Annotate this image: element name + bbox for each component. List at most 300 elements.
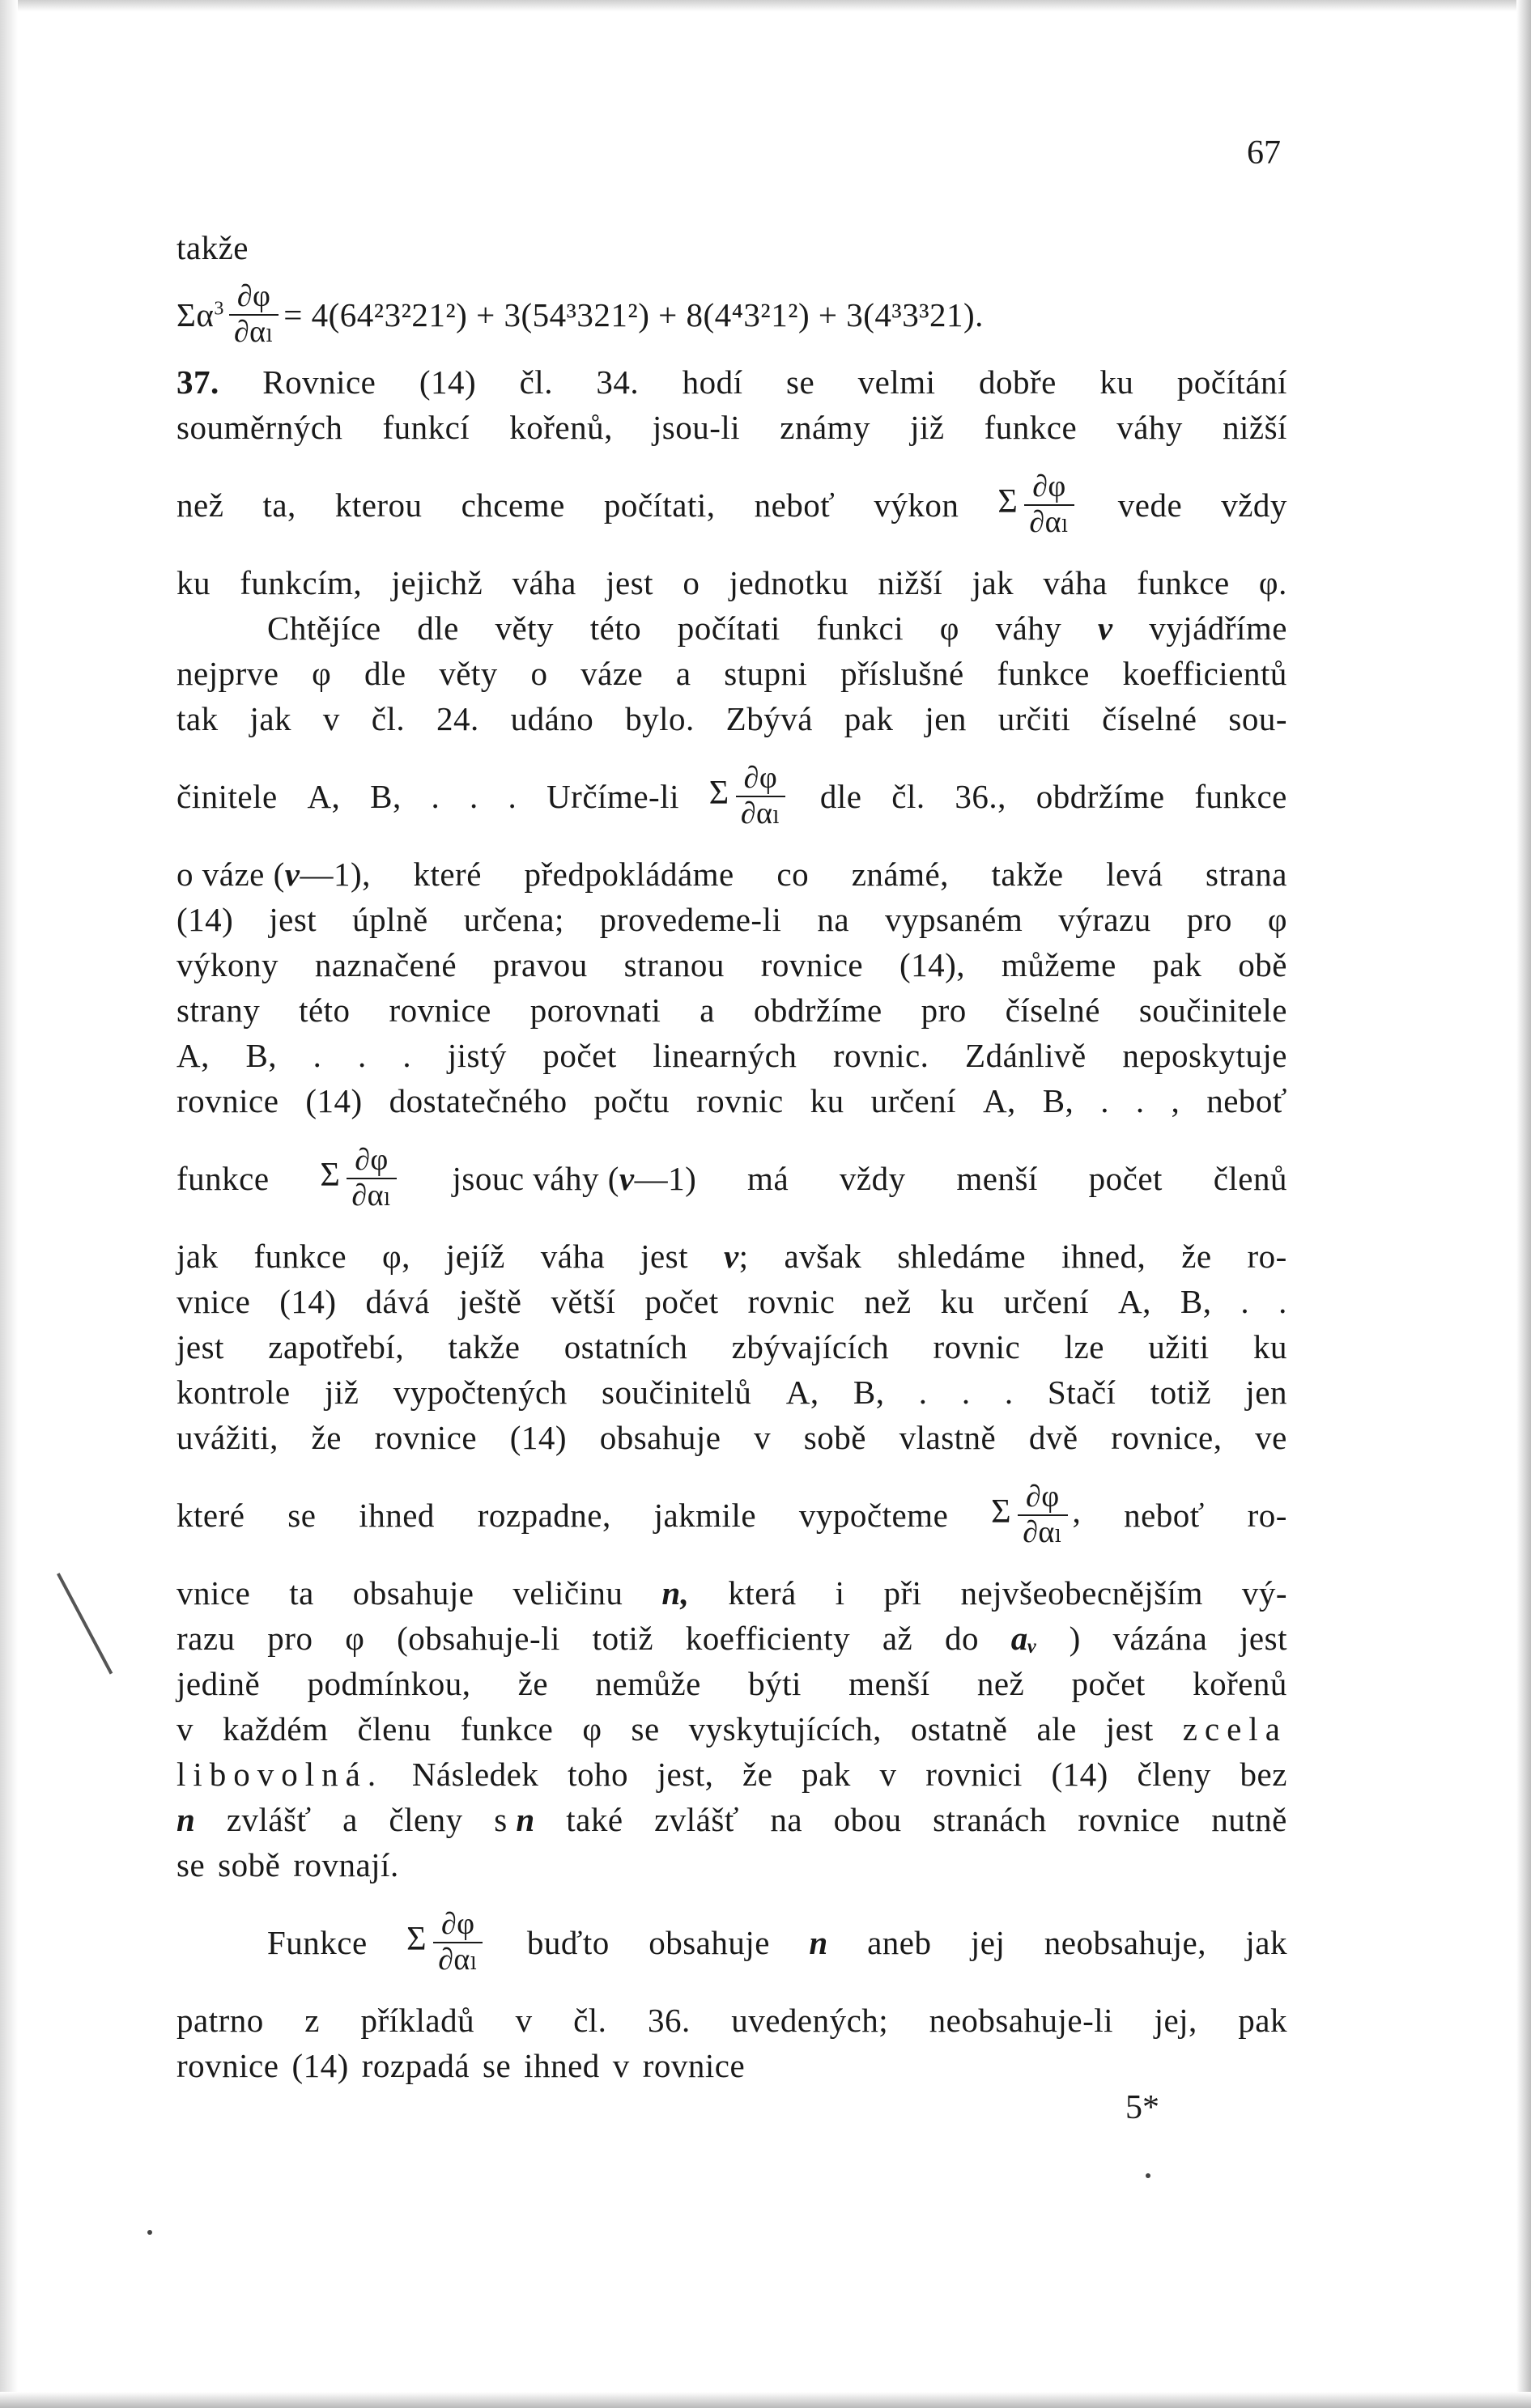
word: ještě [458, 1282, 522, 1320]
word: jakmile [653, 1496, 757, 1534]
word: nižší [878, 563, 943, 601]
text-line [176, 987, 1287, 1033]
word: počet [542, 1036, 617, 1074]
word: vede [1117, 486, 1183, 524]
weight-expression: jsouc váhy (v—1) [452, 1159, 697, 1197]
word: pak [844, 699, 894, 737]
word: rovnice [760, 945, 864, 983]
word: ro- [1247, 1237, 1287, 1275]
word: strana [1206, 855, 1287, 893]
word: rozpadá [361, 2046, 470, 2084]
word: kořenů, [509, 408, 613, 446]
word: menší [848, 1664, 930, 1702]
word: rovnice, [1111, 1418, 1223, 1456]
sum-expression: Σ $\frac{\partial\varphi}{\text{∂αₗ}}$ [997, 470, 1078, 540]
word: číselné [1102, 699, 1197, 737]
word: souměrných [176, 408, 343, 446]
word: věty [495, 609, 555, 647]
word: pravou [492, 945, 588, 983]
word: jak [249, 699, 292, 737]
word: zvlášť [226, 1800, 312, 1838]
text-line [176, 450, 1287, 560]
text-line [176, 225, 1287, 270]
word: členu [357, 1709, 432, 1748]
text-line [176, 1279, 1287, 1324]
word: obdržíme [1036, 777, 1165, 815]
word: z [304, 2001, 320, 2039]
word: stranou [623, 945, 725, 983]
word: ku [1099, 363, 1134, 401]
word: B, [853, 1373, 885, 1411]
word: Stačí [1047, 1373, 1116, 1411]
word: ostatních [563, 1327, 688, 1365]
word: v [176, 1709, 194, 1748]
word: které [413, 855, 482, 893]
word: nižší [1222, 408, 1287, 446]
word: funkce [253, 1237, 347, 1275]
word: členy [389, 1800, 463, 1838]
word: . [431, 777, 440, 815]
word: rovnají. [293, 1845, 399, 1884]
scan-edge-left [0, 0, 18, 2408]
word: . [1240, 1282, 1250, 1320]
word: že [742, 1755, 773, 1793]
word: ) [1069, 1619, 1081, 1657]
word: ihned, [1061, 1237, 1146, 1275]
word: funkcím, [240, 563, 363, 601]
word: jest, [657, 1755, 714, 1793]
text-line [176, 1078, 1287, 1123]
text-line [176, 560, 1287, 605]
word: A, [785, 1373, 819, 1411]
word: φ [582, 1709, 602, 1748]
word: A, [307, 777, 341, 815]
word: . [402, 1036, 412, 1074]
word: (14) [279, 1282, 337, 1320]
word: . [313, 1036, 322, 1074]
word: činitele [176, 777, 278, 815]
word: býti [748, 1664, 802, 1702]
weight-var: v; [723, 1237, 749, 1275]
word: v [322, 699, 340, 737]
text-line [176, 1460, 1287, 1570]
word: sou- [1228, 699, 1287, 737]
text-line [176, 1797, 1287, 1842]
word: zvlášť [654, 1800, 739, 1838]
word: můžeme [1001, 945, 1116, 983]
word: nemůže [595, 1664, 701, 1702]
word: funkce [1137, 563, 1230, 601]
word: , [1171, 1081, 1180, 1119]
word: při [883, 1573, 922, 1612]
word: podmínkou, [307, 1664, 471, 1702]
word: (14), [899, 945, 966, 983]
variable-n: n, [661, 1573, 690, 1612]
word: 24. [436, 699, 479, 737]
word: toho [568, 1755, 628, 1793]
word: (14) [305, 1081, 363, 1119]
word: naznačené [314, 945, 457, 983]
word: předpokládáme [524, 855, 734, 893]
page-number: 67 [1247, 134, 1281, 172]
scan-edge-bottom [0, 2392, 1531, 2408]
word: obsahuje [649, 1923, 770, 1961]
word: že [1181, 1237, 1212, 1275]
word: počítání [1176, 363, 1287, 401]
word: této [299, 991, 351, 1029]
word: funkcí [382, 408, 470, 446]
word: vnice [176, 1282, 251, 1320]
text-line [176, 1415, 1287, 1460]
word: koefficienty [685, 1619, 851, 1657]
formula-lhs: $\Sigma\alpha^3$ [176, 295, 224, 333]
word: počet [1071, 1664, 1146, 1702]
word: neobsahuje-li [929, 2001, 1114, 2039]
word: vypsaném [884, 900, 1023, 938]
word: členů [1213, 1159, 1287, 1197]
word: ku [176, 563, 211, 601]
word: totiž [592, 1619, 654, 1657]
word: vyskytujících, [688, 1709, 882, 1748]
word: . [1278, 1282, 1287, 1320]
text-line [176, 897, 1287, 942]
word: patrno [176, 2001, 264, 2039]
word: rovnice [176, 1081, 279, 1119]
word: uvážiti, [176, 1418, 279, 1456]
body-text [176, 225, 1287, 2088]
word: obdržíme [753, 991, 882, 1029]
word: této [589, 609, 642, 647]
word: funkci [816, 609, 904, 647]
word: . [508, 777, 517, 815]
word: ihned [524, 2046, 600, 2084]
word: . [1004, 1373, 1014, 1411]
word: obou [833, 1800, 902, 1838]
ink-speck [147, 2230, 152, 2235]
word: levá [1106, 855, 1163, 893]
word: 34. [596, 363, 640, 401]
word: jest [176, 1327, 224, 1365]
word: věty [439, 654, 498, 692]
word: než [976, 1664, 1025, 1702]
word: (14) [509, 1418, 568, 1456]
word: pak [1238, 2001, 1287, 2039]
word: určení [870, 1081, 957, 1119]
word: vlastně [899, 1418, 997, 1456]
word: váze [581, 654, 644, 692]
word: se [631, 1709, 660, 1748]
word: v [612, 2046, 630, 2084]
word: menší [956, 1159, 1038, 1197]
text-line [176, 942, 1287, 987]
word: hodí [682, 363, 743, 401]
word: vý- [1241, 1573, 1287, 1612]
word: (14) [419, 363, 477, 401]
word: takže [448, 1327, 521, 1365]
text-line [176, 1752, 1287, 1797]
variable-a-v: aᵥ [1010, 1619, 1037, 1657]
word: které [176, 1496, 245, 1534]
word: obsahuje [599, 1418, 721, 1456]
word: A, [176, 1036, 210, 1074]
word: B, [370, 777, 402, 815]
word: linearných [653, 1036, 797, 1074]
word: kontrole [176, 1373, 291, 1411]
word: A, [982, 1081, 1016, 1119]
word: členy [1137, 1755, 1211, 1793]
word: φ [312, 654, 332, 692]
word: chceme [461, 486, 565, 524]
word: rovnice [642, 2046, 746, 2084]
word: obě [1238, 945, 1287, 983]
word: jest [1105, 1709, 1154, 1748]
emphasis-libovolna: libovolná. [176, 1755, 384, 1793]
text-line [176, 359, 1287, 405]
word: lze [1064, 1327, 1104, 1365]
word: funkce [984, 408, 1078, 446]
word: vypočtených [393, 1373, 568, 1411]
word: koefficientů [1122, 654, 1287, 692]
word: pak [1152, 945, 1202, 983]
word: jednotku [729, 563, 849, 601]
sum-expression: Σ $\frac{\partial\varphi}{\text{∂αₗ}}$ , [991, 1480, 1082, 1549]
text-line [176, 1033, 1287, 1078]
scan-edge-right [1516, 0, 1531, 2408]
text-line [176, 1123, 1287, 1234]
word: v [515, 2001, 533, 2039]
word: se [176, 1845, 206, 1884]
word: ta [289, 1573, 314, 1612]
word: ale [1036, 1709, 1077, 1748]
word: váha [540, 1237, 606, 1275]
word: že [517, 1664, 549, 1702]
word: také [566, 1800, 623, 1838]
word: takže [176, 228, 249, 266]
text-line [176, 852, 1287, 897]
word: . [358, 1036, 367, 1074]
variable-n: n [809, 1923, 828, 1961]
word: Zbývá [725, 699, 813, 737]
word: uvedených; [731, 2001, 889, 2039]
word: Zdánlivě [965, 1036, 1087, 1074]
word: vyjádříme [1149, 609, 1287, 647]
word: vypočteme [798, 1496, 949, 1534]
word: již [910, 408, 945, 446]
word: Chtějíce [267, 609, 381, 647]
word: příkladů [360, 2001, 475, 2039]
word: jest [640, 1237, 689, 1275]
word: větší [551, 1282, 616, 1320]
word: v [754, 1418, 772, 1456]
word: čl. [371, 699, 406, 737]
word: vždy [839, 1159, 906, 1197]
scan-edge-top [0, 0, 1531, 11]
word: jen [925, 699, 967, 737]
word: počet [644, 1282, 719, 1320]
text-line [176, 1998, 1287, 2043]
word: nutně [1211, 1800, 1287, 1838]
word: jen [1245, 1373, 1287, 1411]
word: rovnic [696, 1081, 784, 1119]
word: takže [991, 855, 1064, 893]
word: jak [176, 1237, 219, 1275]
word: velmi [857, 363, 936, 401]
word: a [675, 654, 691, 692]
word: určena; [463, 900, 564, 938]
word: pro [267, 1619, 313, 1657]
word: čl. [519, 363, 553, 401]
word: jejíž [445, 1237, 505, 1275]
word: se [786, 363, 815, 401]
word: a [342, 1800, 358, 1838]
word: φ, [381, 1237, 410, 1275]
word: funkce [176, 1159, 270, 1197]
word: bylo. [625, 699, 695, 737]
word: jest [1240, 1619, 1287, 1657]
word: výrazu [1058, 900, 1151, 938]
text-line [176, 1661, 1287, 1706]
word: dle [819, 777, 862, 815]
word: porovnati [529, 991, 661, 1029]
word: B, [245, 1036, 278, 1074]
word: do [945, 1619, 979, 1657]
word: v [879, 1755, 897, 1793]
word: užiti [1148, 1327, 1210, 1365]
word: neboť [754, 486, 836, 524]
text-line [176, 1234, 1287, 1279]
word: dvě [1028, 1418, 1078, 1456]
word: φ [939, 609, 959, 647]
word: nejvšeobecnějším [960, 1573, 1203, 1612]
word: čl. [573, 2001, 607, 2039]
word: dobře [978, 363, 1057, 401]
word: B, [1042, 1081, 1074, 1119]
with-n: s n [494, 1800, 535, 1838]
word: buďto [526, 1923, 610, 1961]
word: jej [970, 1923, 1006, 1961]
word: Funkce [267, 1923, 368, 1961]
word: 36. [647, 2001, 691, 2039]
word: známy [780, 408, 871, 446]
word: neobsahuje, [1044, 1923, 1206, 1961]
word: provedeme-li [599, 900, 782, 938]
word: dává [365, 1282, 430, 1320]
word: každém [223, 1709, 329, 1748]
word: vázána [1112, 1619, 1208, 1657]
word: součinitelů [602, 1373, 752, 1411]
word: počítati, [603, 486, 716, 524]
word: i [835, 1573, 845, 1612]
word: jak [972, 563, 1014, 601]
word: Rovnice [262, 363, 376, 401]
word: že [311, 1418, 342, 1456]
section-number: 37. [176, 363, 219, 401]
word: rovnice [374, 1418, 478, 1456]
word: čl. [891, 777, 925, 815]
word: již [324, 1373, 359, 1411]
word: (14) [176, 900, 234, 938]
word: jejichž [391, 563, 483, 601]
word: φ [1267, 900, 1287, 938]
word: . [918, 1373, 928, 1411]
sum-expression: Σ $\frac{\partial\varphi}{\text{∂αₗ}}$ [709, 762, 790, 831]
word: . [1135, 1081, 1145, 1119]
word: A, [1118, 1282, 1151, 1320]
word: ve [1255, 1418, 1287, 1456]
word: výkony [176, 945, 279, 983]
word: . [1100, 1081, 1109, 1119]
ink-speck [1146, 2173, 1150, 2178]
word: v [1097, 609, 1113, 647]
text-line [176, 2043, 1287, 2088]
word: ku [940, 1282, 975, 1320]
word: dle [417, 609, 459, 647]
text-line [176, 1324, 1287, 1370]
word: váha [1043, 563, 1108, 601]
sum-expression: Σ $\frac{\partial\varphi}{\text{∂αₗ}}$ [320, 1144, 401, 1213]
text-line [176, 741, 1287, 852]
word: co [776, 855, 810, 893]
word: počet [1088, 1159, 1163, 1197]
word: zapotřebí, [268, 1327, 405, 1365]
word: udáno [510, 699, 594, 737]
word: funkce [997, 654, 1090, 692]
word: dostatečného [389, 1081, 568, 1119]
word: dle [364, 654, 406, 692]
weight-expression: o váze (v—1), [176, 855, 371, 893]
word: totiž [1150, 1373, 1212, 1411]
word: pro [1186, 900, 1232, 938]
text-line [176, 1570, 1287, 1616]
word: ta, [262, 486, 296, 524]
word: rovnice [176, 2046, 279, 2084]
word: razu [176, 1619, 236, 1657]
word: se [483, 2046, 512, 2084]
word: na [817, 900, 850, 938]
word: . [961, 1373, 971, 1411]
word: známé, [851, 855, 949, 893]
word: neposkytuje [1122, 1036, 1287, 1074]
word: o [530, 654, 548, 692]
word: avšak [784, 1237, 862, 1275]
word: neboť [1124, 1496, 1205, 1534]
text-line [176, 405, 1287, 450]
word: kořenů [1193, 1664, 1287, 1702]
word: obsahuje [352, 1573, 474, 1612]
word: úplně [352, 900, 428, 938]
text-line [176, 1706, 1287, 1752]
word: vždy [1221, 486, 1287, 524]
margin-pencil-mark [57, 1573, 113, 1674]
word: se [287, 1496, 317, 1534]
word: rozpadne, [477, 1496, 611, 1534]
word: nejprve [176, 654, 279, 692]
word: jsou-li [652, 408, 741, 446]
word: strany [176, 991, 261, 1029]
word: a [700, 991, 715, 1029]
signature-mark: 5* [1125, 2089, 1159, 2126]
word: zbývajících [731, 1327, 890, 1365]
word: (14) [291, 2046, 349, 2084]
text-line [176, 1616, 1287, 1661]
word: Určíme-li [546, 777, 679, 815]
word: vnice [176, 1573, 251, 1612]
word: váhy [1116, 408, 1183, 446]
word: ro- [1247, 1496, 1287, 1534]
word: . [470, 777, 478, 815]
word: φ. [1258, 563, 1287, 601]
word: rovnic [933, 1327, 1021, 1365]
